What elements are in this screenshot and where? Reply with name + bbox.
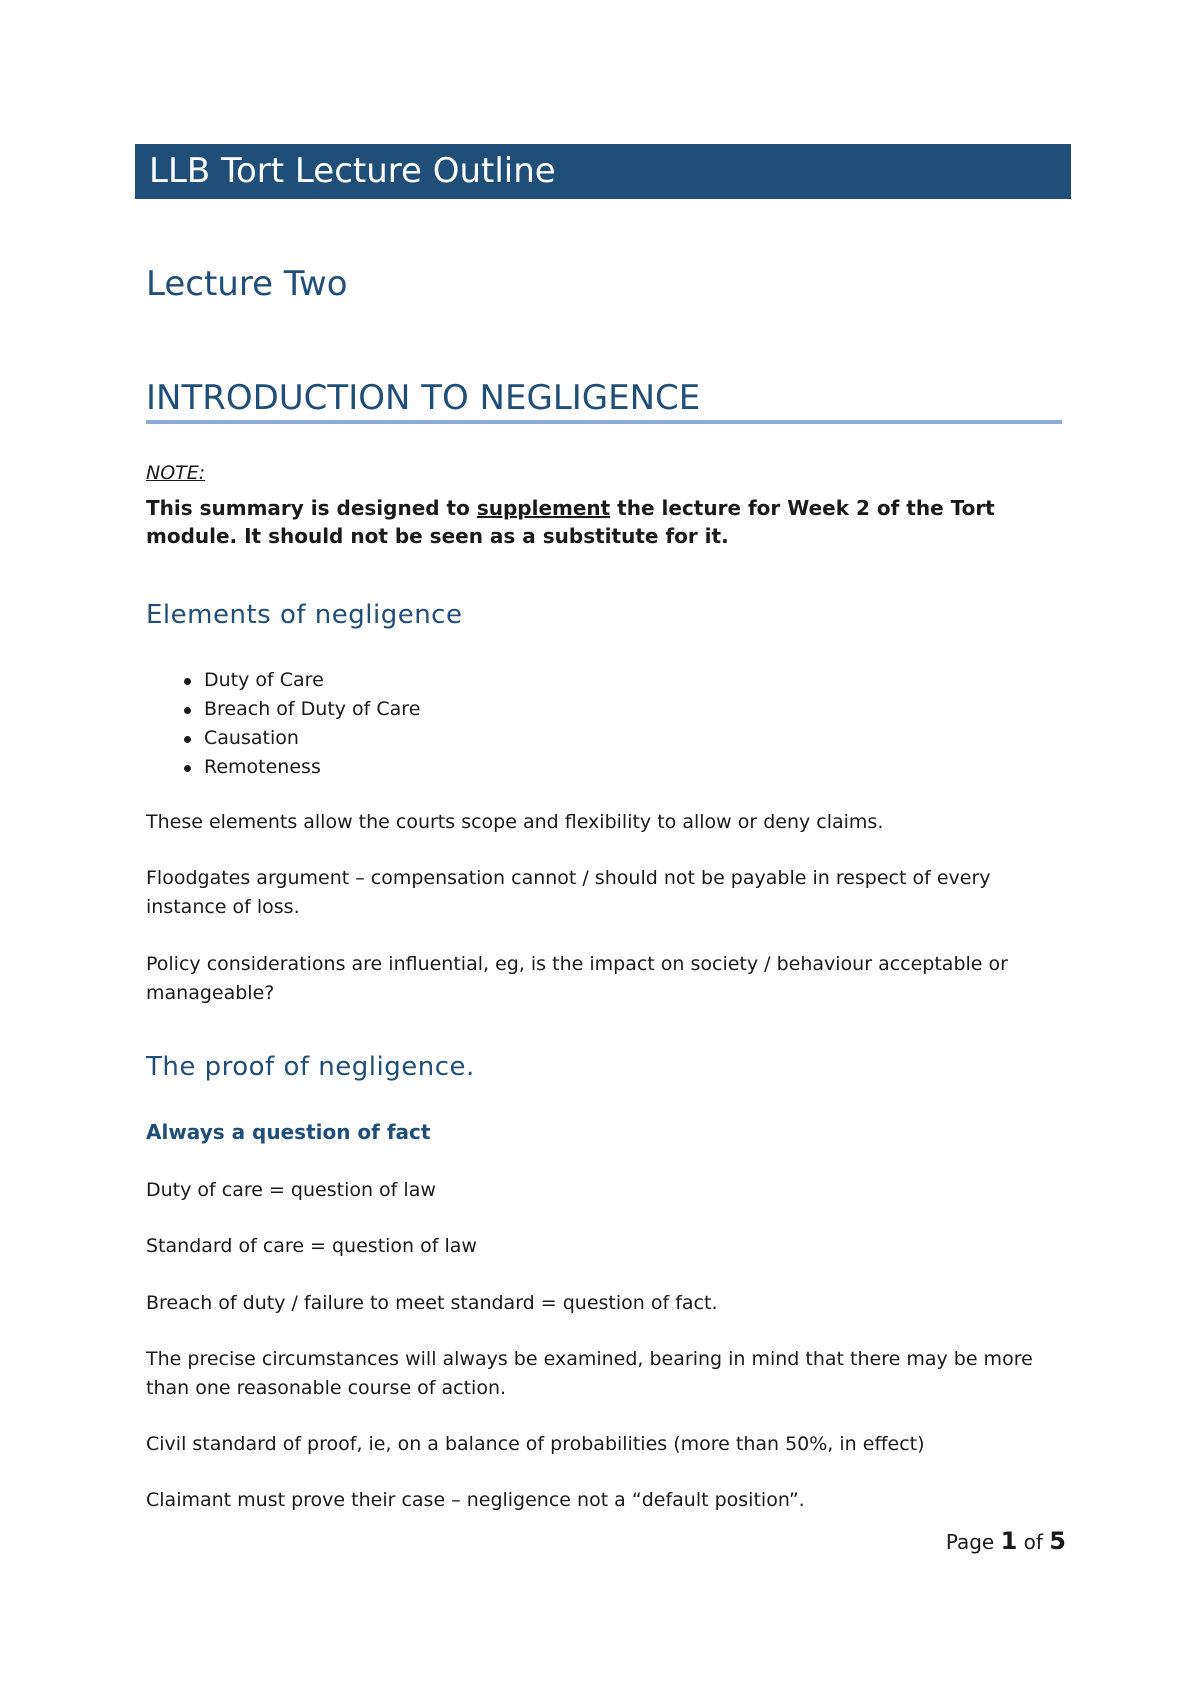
- bullet-icon: [184, 707, 191, 714]
- bullet-icon: [184, 678, 191, 685]
- list-item: Breach of Duty of Care: [146, 695, 420, 724]
- main-heading: INTRODUCTION TO NEGLIGENCE: [146, 378, 701, 418]
- page-number-footer: [946, 1527, 1066, 1555]
- total-pages-number: 5: [1049, 1527, 1066, 1555]
- paragraph-policy: Policy considerations are influential, eg, is the impact on society / behaviour acceptable or manageable?: [146, 953, 1008, 1004]
- list-item: Causation: [146, 724, 420, 753]
- paragraph-standard-of-care: Standard of care = question of law: [146, 1235, 477, 1257]
- document-title-banner: [135, 144, 1071, 199]
- bullet-icon: [184, 765, 191, 772]
- paragraph-elements-scope: These elements allow the courts scope and flexibility to allow or deny claims.: [146, 811, 884, 833]
- heading-underline-rule: [146, 420, 1062, 424]
- of-word: of: [1023, 1530, 1043, 1554]
- paragraph-floodgates: Floodgates argument – compensation cannot / should not be payable in respect of every instance of loss.: [146, 867, 991, 918]
- lecture-subtitle: Lecture Two: [146, 264, 348, 304]
- note-label: NOTE:: [146, 462, 206, 484]
- note-text: [146, 494, 1066, 550]
- proof-heading: The proof of negligence.: [146, 1052, 475, 1082]
- list-item: Duty of Care: [146, 666, 420, 695]
- note-text-start: This summary is designed to: [146, 496, 477, 520]
- paragraph-circumstances: The precise circumstances will always be examined, bearing in mind that there may be more than one reasonable course of action.: [146, 1348, 1033, 1399]
- proof-subheading: Always a question of fact: [146, 1120, 431, 1144]
- paragraph-burden: Claimant must prove their case – negligence not a “default position”.: [146, 1489, 805, 1511]
- current-page-number: 1: [1000, 1527, 1018, 1555]
- page-word: Page: [945, 1530, 995, 1554]
- elements-list: [146, 666, 420, 782]
- document-title: LLB Tort Lecture Outline: [149, 151, 556, 191]
- bullet-icon: [184, 736, 191, 743]
- elements-heading: Elements of negligence: [146, 600, 463, 630]
- paragraph-duty-of-care: Duty of care = question of law: [146, 1179, 436, 1201]
- list-item: Remoteness: [146, 753, 420, 782]
- note-text-end: the lecture for Week 2 of the Tort module. It should not be seen as a substitute for it.: [146, 496, 995, 548]
- paragraph-breach-of-duty: Breach of duty / failure to meet standard = question of fact.: [146, 1292, 718, 1314]
- paragraph-standard-of-proof: Civil standard of proof, ie, on a balance of probabilities (more than 50%, in effect): [146, 1433, 925, 1455]
- note-underlined-word: supplement: [476, 496, 611, 520]
